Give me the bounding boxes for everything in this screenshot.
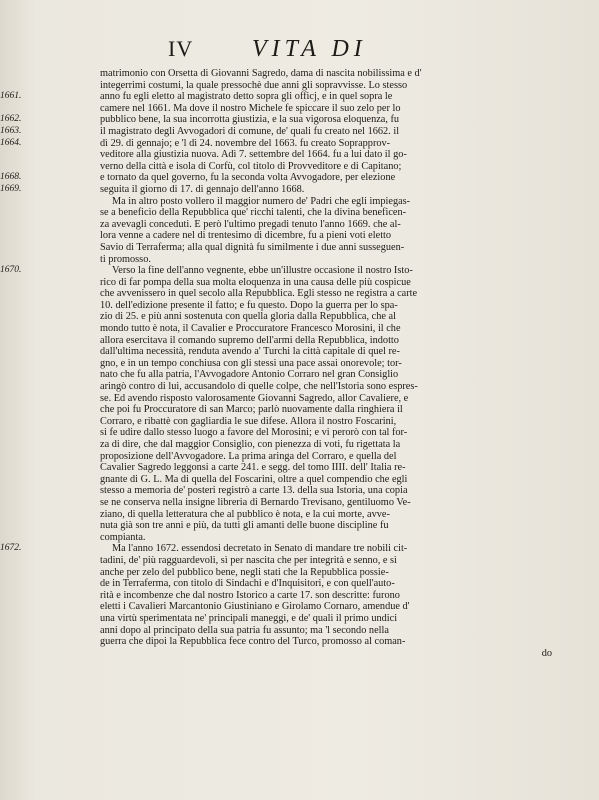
line-text: proposizione dell'Avvogadore. La prima aringa del Corraro, e quella del	[100, 450, 397, 462]
text-line	[100, 80, 560, 92]
line-text: se a beneficio della Repubblica que' ricchi talenti, che la divina beneficen-	[100, 207, 407, 219]
line-text: Ma l'anno 1672. essendosi decretato in Senato di mandare tre nobili cit-	[112, 543, 408, 555]
text-line	[100, 509, 560, 521]
line-text: pubblico bene, la sua incorrotta giustizia, e la sua vigorosa eloquenza, fu	[100, 114, 400, 126]
text-line	[100, 196, 560, 208]
margin-year: 1670.	[0, 265, 22, 276]
margin-year: 1662.	[0, 114, 22, 125]
text-line	[100, 613, 560, 625]
text-line	[0, 91, 560, 103]
text-line	[100, 485, 560, 497]
text-line	[100, 601, 560, 613]
line-text: rità e incombenze che dal nostro Istorico a carte 17. son descritte: furono	[100, 589, 400, 601]
text-line	[100, 555, 560, 567]
text-line	[100, 590, 560, 602]
line-text: ti promosso.	[100, 253, 151, 265]
text-line	[100, 567, 560, 579]
line-text: anni dopo al principato della sua patria fu assunto; ma 'l secondo nella	[100, 624, 389, 636]
text-line	[100, 207, 560, 219]
line-text: dì 29. di gennajo; e 'l dì 24. novembre del 1663. fu creato Soprapprov-	[100, 137, 391, 149]
line-text: veditore alla giustizia nuova. Adì 7. settembre del 1664. fu a lui dato il go-	[100, 149, 407, 161]
text-line	[100, 532, 560, 544]
line-text: che avvenissero in quel secolo alla Repubblica. Egli stesso ne registra a carte	[100, 288, 418, 300]
text-line	[0, 125, 560, 138]
line-text: rico di far pompa della sua molta eloquenza in una causa delle più cospicue	[100, 276, 411, 288]
text-line	[100, 103, 560, 115]
text-line	[100, 149, 560, 161]
line-text: gnante di G. L. Ma di quella del Foscarini, oltre a quel compendio che egli	[100, 473, 408, 485]
text-line	[100, 636, 560, 648]
margin-year: 1669.	[0, 183, 22, 194]
text-line	[100, 254, 560, 266]
paragraph	[0, 543, 560, 648]
line-text: nuta già son tre anni e più, da tutti gli amanti delle buone discipline fu	[100, 520, 389, 532]
text-line	[100, 300, 560, 312]
margin-year: 1661.	[0, 91, 22, 102]
text-line	[100, 474, 560, 486]
catchword: do	[541, 647, 552, 659]
text-line	[0, 543, 560, 555]
line-text: nato che fu alla patria, l'Avvogadore Antonio Corraro nel gran Consiglio	[100, 369, 399, 381]
paragraph	[0, 68, 560, 196]
text-line	[100, 68, 560, 80]
text-line	[100, 625, 560, 637]
line-text: gno, e in un tempo conchiusa con gli stessi una pace assai onorevole; tor-	[100, 357, 402, 369]
text-line	[100, 161, 560, 173]
line-text: integerrimi costumi, la quale pressochè due anni gli sopravvisse. Lo stesso	[100, 79, 408, 91]
text-line	[100, 427, 560, 439]
text-line	[100, 369, 560, 381]
line-text: se. Ed avendo risposto valorosamente Giovanni Sagredo, allor Cavaliere, e	[100, 392, 409, 404]
line-text: che poi fu Proccuratore di san Marco; parlò nuovamente dalla ringhiera il	[100, 404, 403, 416]
text-line	[100, 497, 560, 509]
line-text: e tornato da quel governo, fu la seconda volta Avvogadore, per elezione	[100, 172, 396, 184]
text-line	[100, 404, 560, 416]
line-text: de in Terraferma, con titolo di Sindachi e d'Inquisitori, e con quell'auto-	[100, 578, 395, 590]
line-text: matrimonio con Orsetta di Giovanni Sagredo, dama di nascita nobilissima e d'	[100, 68, 422, 79]
text-line	[100, 335, 560, 347]
text-line	[100, 277, 560, 289]
line-text: anno fu egli eletto al magistrato detto sopra gli officj, e in quel sopra le	[100, 91, 393, 103]
text-line	[100, 323, 560, 335]
text-line	[100, 520, 560, 532]
line-text: Cavalier Sagredo leggonsi a carte 241. e segg. del tomo IIII. dell' Italia re-	[100, 462, 406, 474]
text-line	[100, 230, 560, 242]
text-line	[0, 114, 560, 126]
text-line	[100, 462, 560, 474]
paragraph	[100, 196, 560, 266]
paragraph	[0, 265, 560, 543]
text-line	[100, 416, 560, 428]
text-line	[0, 137, 560, 150]
line-text: compianta.	[100, 531, 146, 543]
line-text: Corraro, e ribattè con gagliardia le sue difese. Allora il nostro Foscarini,	[100, 415, 397, 427]
page-header	[0, 36, 599, 66]
text-line	[100, 578, 560, 590]
line-text: anche per zelo del pubblico bene, negli stati che la Repubblica possie-	[100, 566, 389, 578]
margin-year: 1663.	[0, 125, 22, 136]
text-line	[100, 346, 560, 358]
running-head: VITA DI	[252, 36, 367, 62]
margin-year: 1672.	[0, 543, 22, 554]
line-text: tadini, de' più ragguardevoli, sì per nascita che per integrità e senno, e sì	[100, 554, 397, 566]
text-line	[100, 451, 560, 463]
text-line	[100, 242, 560, 254]
line-text: il magistrato degli Avvogadori di comune, de' quali fu creato nel 1662. il	[100, 125, 400, 137]
text-line	[0, 265, 560, 277]
text-line	[100, 311, 560, 323]
line-text: seguita il giorno di 17. di gennajo dell'anno 1668.	[100, 183, 305, 195]
line-text: Verso la fine dell'anno vegnente, ebbe un'illustre occasione il nostro Isto-	[112, 265, 413, 277]
page-number: IV	[168, 36, 194, 61]
line-text: lora venne a cadere nel di trentesimo di dicembre, fu a pieni voti eletto	[100, 230, 392, 242]
line-text: dall'ultima necessità, renduta avendo a' Turchi la città capitale di quel re-	[100, 346, 400, 358]
line-text: una virtù sperimentata ne' principali maneggi, e de' quali il primo undici	[100, 612, 398, 624]
line-text: stesso a memoria de' posteri registrò a carte 13. della sua Istoria, una copia	[100, 485, 408, 497]
line-text: verno della città e isola di Corfù, col titolo di Provveditore e di Capitano;	[100, 160, 402, 172]
text-line	[100, 288, 560, 300]
line-text: zio di 25. e più anni sostenuta con quella gloria dalla Repubblica, che al	[100, 311, 396, 323]
line-text: Savio di Terraferma; alla qual dignità fu similmente i due anni susseguen-	[100, 241, 405, 253]
line-text: allora esercitava il comando supremo dell'armi della Repubblica, indotto	[100, 334, 399, 346]
text-line	[100, 439, 560, 451]
line-text: aringò contro di lui, accusandolo di quelle colpe, che nell'Istoria sono espres-	[100, 381, 418, 393]
line-text: za avevagli conceduti. E però l'ultimo pregadi tenuto l'anno 1669. che al-	[100, 218, 401, 230]
text-line	[0, 183, 560, 196]
text-line	[100, 393, 560, 405]
line-text: ziano, di quella letteratura che al pubblico è nota, e la cui morte, avve-	[100, 508, 390, 520]
text-line	[0, 172, 560, 184]
margin-year: 1664.	[0, 137, 22, 148]
line-text: si fe udire dallo stesso luogo a favore del Morosini; e vi perorò con tal for-	[100, 427, 408, 439]
margin-year: 1668.	[0, 172, 22, 183]
line-text: guerra che dipoi la Repubblica fece contro del Turco, promosso al coman-	[100, 636, 406, 648]
text-line	[100, 219, 560, 231]
text-line	[100, 358, 560, 370]
line-text: se ne conserva nella insigne libreria di Bernardo Trevisano, gentiluomo Ve-	[100, 496, 411, 508]
line-text: za di dire, che dal maggior Consiglio, con pienezza di voti, fu rigettata la	[100, 439, 401, 450]
line-text: Ma in altro posto vollero il maggior numero de' Padri che egli impiegas-	[112, 195, 411, 207]
line-text: 10. dell'edizione presente il fatto; e fu questo. Dopo la guerra per lo spa-	[100, 299, 398, 311]
line-text: camere nel 1661. Ma dove il nostro Michele fe spiccare il suo zelo per lo	[100, 102, 401, 114]
body-text	[0, 68, 560, 659]
text-line	[100, 381, 560, 393]
line-text: eletti i Cavalieri Marcantonio Giustiniano e Girolamo Cornaro, amendue d'	[100, 601, 410, 613]
line-text: mondo tutto è nota, il Cavalier e Proccuratore Francesco Morosini, il che	[100, 323, 401, 335]
